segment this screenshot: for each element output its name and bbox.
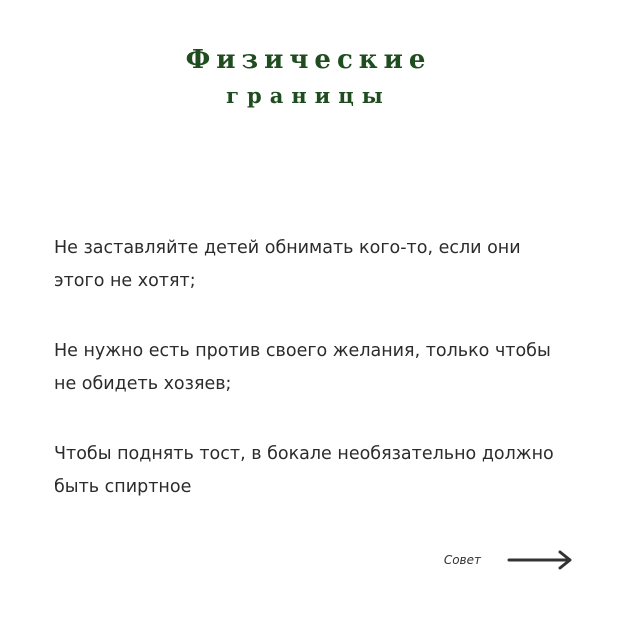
tips-list: [54, 232, 574, 504]
tip-food: Не нужно есть против своего желания, только чтобы не обидеть хозяев;: [54, 341, 551, 394]
arrow-right-icon: [507, 550, 573, 570]
tip-toast: Чтобы поднять тост, в бокале необязательно должно быть спиртное: [54, 444, 554, 497]
tip-hugs: Не заставляйте детей обнимать кого-то, если они этого не хотят;: [54, 238, 521, 291]
page-title: [0, 42, 617, 114]
next-advice-link[interactable]: [444, 546, 573, 574]
title-line-1: Физические: [185, 45, 432, 75]
title-line-2: границы: [226, 83, 391, 108]
advice-label: Совет: [443, 553, 481, 567]
